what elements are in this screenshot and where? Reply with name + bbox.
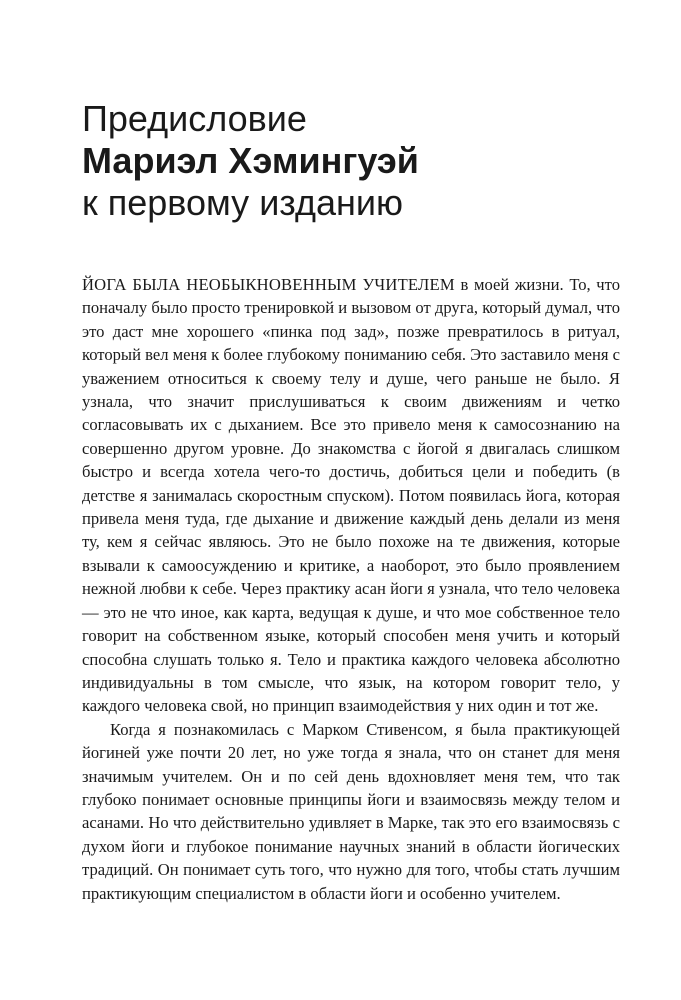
heading-line-author: Мариэл Хэмингуэй xyxy=(82,140,419,181)
chapter-heading xyxy=(82,98,642,224)
paragraph-2: Когда я познакомилась с Марком Стивенсом, я была практикующей йогиней уже почти 20 лет, но уже тогда я знала, что он станет для меня значимым учителем. Он и по сей день вдохновляет меня тем, что так глубоко понимает основные принципы йоги и взаимосвязь между телом и асанами. Но что действительно удивляет в Марке, так это его взаимосвязь с духом йоги и глубокое понимание научных знаний в области йогических традиций. Он понимает суть того, что нужно для того, чтобы стать лучшим практикующим специалистом в области йоги и особенно учителем. xyxy=(82,719,620,903)
body-text xyxy=(82,273,620,905)
paragraph-1 xyxy=(82,273,620,718)
heading-line-preface: Предисловие xyxy=(82,98,307,139)
heading-line-edition: к первому изданию xyxy=(82,182,404,223)
paragraph-1-text: в моей жизни. То, что поначалу было просто тренировкой и вызовом от друга, который думал, что это даст мне хорошего «пинка под зад», позже превратилось в ритуал, который вел меня к более глубокому пониманию себя. Это заставило меня с уважением относиться к своему телу и душе, чего раньше не было. Я узнала, что значит прислушиваться к своим движениям и четко согласовывать их с дыханием. Все это привело меня к самосознанию на совершенно другом уровне. До знакомства с йогой я двигалась слишком быстро и всегда хотела чего-то достичь, добиться цели и победить (в детстве я занималась скоростным спуском). Потом появилась йога, которая привела меня туда, где дыхание и движение каждый день делали из меня ту, кем я сейчас являюсь. Это не было похоже на те движения, которые взывали к самоосуждению и критике, а наоборот, это было проявлением нежной любви к себе. Через практику асан йоги я узнала, что тело человека — это не что иное, как карта, ведущая к душе, и что мое собственное тело говорит на собственном языке, который способен меня учить и который способна слушать только я. Тело и практика каждого человека абсолютно индивидуальны в том смысле, что язык, на котором говорит тело, у каждого человека свой, но принцип взаимодействия у них один и тот же. xyxy=(82,275,621,716)
paragraph-1-lead-caps: ЙОГА БЫЛА НЕОБЫКНОВЕННЫМ УЧИТЕЛЕМ xyxy=(82,275,455,294)
